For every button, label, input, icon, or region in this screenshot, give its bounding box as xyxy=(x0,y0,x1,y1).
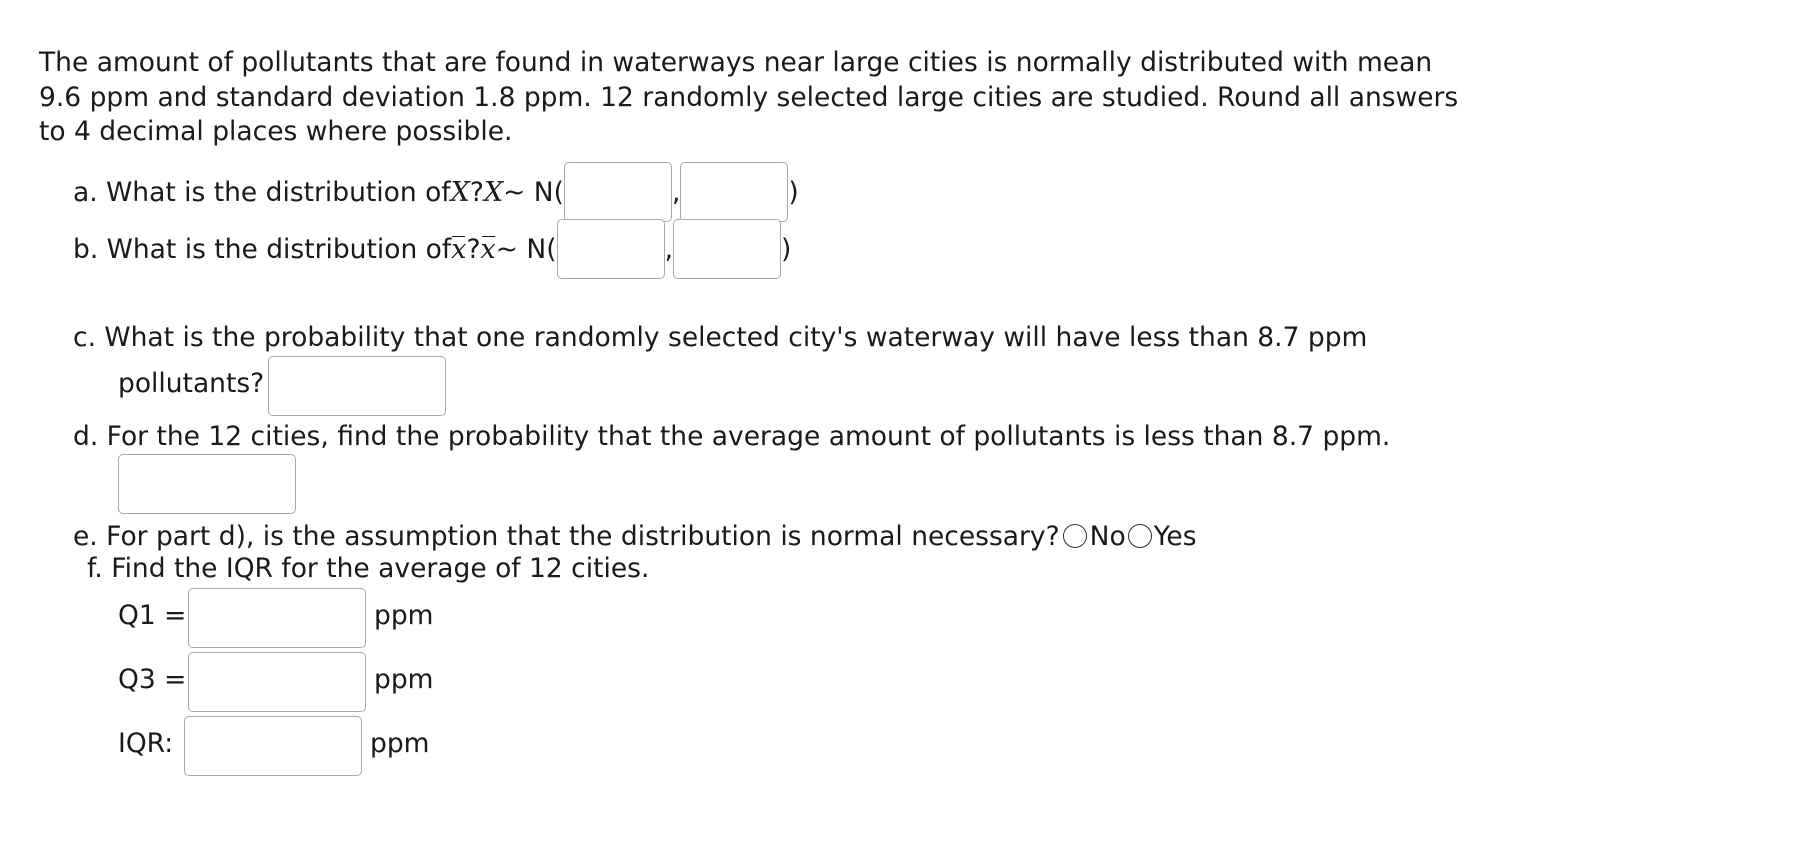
part-b-xbar: x xyxy=(451,233,467,265)
part-f-text: f. Find the IQR for the average of 12 cities. xyxy=(87,553,650,584)
part-e xyxy=(73,518,1197,554)
question-intro: The amount of pollutants that are found in waterways near large cities is normally distributed with mean 9.6 ppm and standard deviation 1.8 ppm. 12 randomly selected large cities are studied. Round all answers to 4 decimal places where possible. xyxy=(39,47,1459,147)
part-d-input[interactable] xyxy=(118,454,296,514)
part-c-line2: pollutants? xyxy=(118,368,265,399)
part-a-sd-input[interactable] xyxy=(680,162,788,222)
part-a-comma: , xyxy=(671,176,681,208)
part-b-question-mark: ? xyxy=(466,233,481,265)
part-a-close: ) xyxy=(788,176,799,208)
part-b-sd-input[interactable] xyxy=(673,219,781,279)
part-c-line1: c. What is the probability that one randomly selected city's waterway will have less than 8.7 ppm xyxy=(73,322,1368,353)
q1-label: Q1 = xyxy=(118,600,187,631)
part-e-text: e. For part d), is the assumption that the distribution is normal necessary? xyxy=(73,520,1060,552)
part-d-text: d. For the 12 cities, find the probability that the average amount of pollutants is less than 8.7 ppm. xyxy=(73,421,1391,452)
q1-unit: ppm xyxy=(374,600,434,631)
q3-input[interactable] xyxy=(188,652,366,712)
radio-yes[interactable] xyxy=(1128,524,1152,548)
part-b-comma: , xyxy=(664,233,673,265)
part-a-question-mark: ? xyxy=(469,176,484,208)
part-a-text: a. What is the distribution of xyxy=(73,176,451,208)
radio-no-label: No xyxy=(1089,520,1126,552)
part-a-variable: X xyxy=(450,176,470,208)
q1-input[interactable] xyxy=(188,588,366,648)
part-c-input[interactable] xyxy=(268,356,446,416)
part-a-tilde: ~ N( xyxy=(503,176,564,208)
part-b xyxy=(73,221,791,277)
q3-label: Q3 = xyxy=(118,664,187,695)
part-a-variable-2: X xyxy=(483,176,504,208)
radio-yes-label: Yes xyxy=(1153,520,1197,552)
part-b-text: b. What is the distribution of xyxy=(73,233,452,265)
radio-no[interactable] xyxy=(1063,524,1087,548)
q3-unit: ppm xyxy=(374,664,434,695)
part-b-mean-input[interactable] xyxy=(557,219,665,279)
part-a xyxy=(73,164,799,220)
part-b-tilde: ~ N( xyxy=(495,233,557,265)
part-a-mean-input[interactable] xyxy=(564,162,672,222)
part-b-close: ) xyxy=(781,233,792,265)
iqr-label: IQR: xyxy=(118,728,174,759)
iqr-input[interactable] xyxy=(184,716,362,776)
iqr-unit: ppm xyxy=(370,728,430,759)
part-b-xbar-2: x xyxy=(480,233,496,265)
